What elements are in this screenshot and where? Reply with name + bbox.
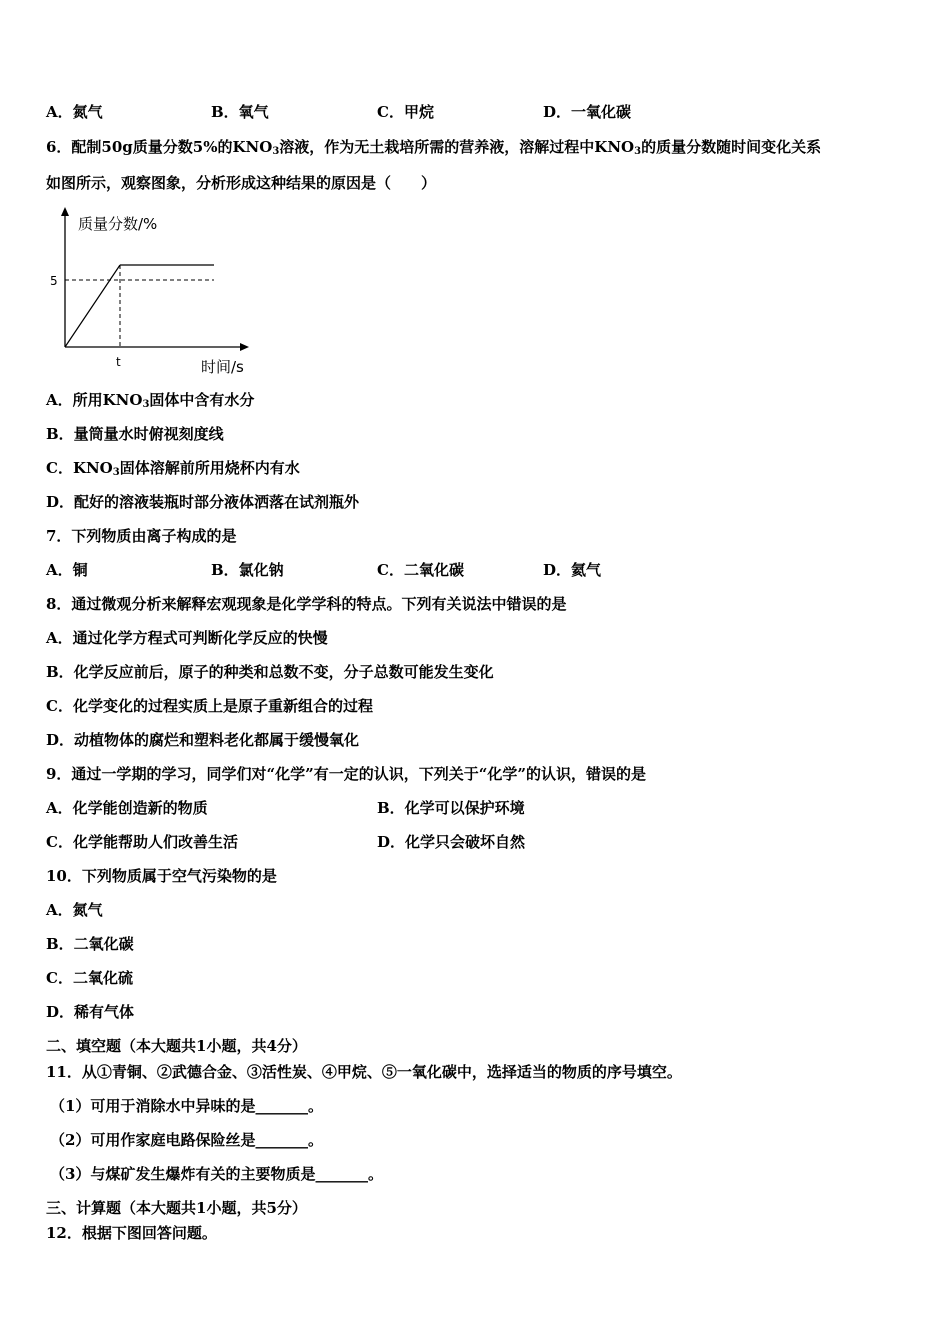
q9-option-d: D．化学只会破坏自然	[377, 833, 526, 851]
q6-option-a: A．所用$KNO_3$固体中含有水分	[46, 391, 255, 410]
q11-stem: 11．从①青铜、②武德合金、③活性炭、④甲烷、⑤一氧化碳中，选择适当的物质的序号填空。	[46, 1063, 682, 1081]
q9-option-c: C．化学能帮助人们改善生活	[46, 833, 238, 851]
q6-option-b: B．量筒量水时俯视刻度线	[46, 425, 224, 443]
q9-option-a: A．化学能创造新的物质	[46, 799, 208, 817]
q9-option-b: B．化学可以保护环境	[377, 799, 525, 817]
q10-stem: 10．下列物质属于空气污染物的是	[46, 867, 277, 885]
q11-part3: （3）与煤矿发生爆炸有关的主要物质是_______。	[50, 1165, 383, 1183]
x-axis-arrow	[240, 343, 249, 351]
q12-stem: 12．根据下图回答问题。	[46, 1224, 217, 1242]
section-calculation-heading: 三、计算题（本大题共1小题，共5分）	[46, 1199, 307, 1217]
y-tick-5: 5	[50, 274, 58, 288]
q6-stem-line1: 6．配制50g质量分数5%的$KNO_3$溶液，作为无土栽培所需的营养液，溶解过程中$KNO_3$的质量分数随时间变化关系	[46, 138, 822, 157]
q6-option-c: C．$KNO_3$固体溶解前所用烧杯内有水	[46, 459, 300, 478]
q8-option-a: A．通过化学方程式可判断化学反应的快慢	[46, 629, 328, 647]
y-axis-label: 质量分数/%	[78, 215, 158, 233]
q10-option-c: C．二氧化硫	[46, 969, 133, 987]
q10-option-d: D．稀有气体	[46, 1003, 135, 1021]
q5-option-b: B．氧气	[211, 103, 269, 121]
q11-part1: （1）可用于消除水中异味的是_______。	[50, 1097, 323, 1115]
rising-line	[65, 265, 120, 347]
q8-option-c: C．化学变化的过程实质上是原子重新组合的过程	[46, 697, 373, 715]
q6-stem-line2: 如图所示，观察图象，分析形成这种结果的原因是（ ）	[46, 174, 437, 192]
q10-option-b: B．二氧化碳	[46, 935, 134, 953]
q7-option-d: D．氦气	[543, 561, 602, 579]
q8-option-d: D．动植物体的腐烂和塑料老化都属于缓慢氧化	[46, 731, 360, 749]
q7-option-c: C．二氧化碳	[377, 561, 464, 579]
x-axis-label: 时间/s	[201, 358, 244, 375]
section-fill-in-heading: 二、填空题（本大题共1小题，共4分）	[46, 1037, 307, 1055]
q8-stem: 8．通过微观分析来解释宏观现象是化学学科的特点。下列有关说法中错误的是	[46, 595, 567, 613]
q6-option-d: D．配好的溶液装瓶时部分液体洒落在试剂瓶外	[46, 493, 360, 511]
q9-stem: 9．通过一学期的学习，同学们对“化学”有一定的认识，下列关于“化学”的认识，错误的是	[46, 765, 646, 783]
y-axis-arrow	[61, 207, 69, 216]
q7-option-a: A．铜	[46, 561, 88, 579]
q5-option-c: C．甲烷	[377, 103, 434, 121]
q10-option-a: A．氮气	[46, 901, 103, 919]
q7-stem: 7．下列物质由离子构成的是	[46, 527, 237, 545]
q5-option-d: D．一氧化碳	[543, 103, 632, 121]
x-tick-t: t	[116, 355, 121, 369]
q5-option-a: A．氮气	[46, 103, 103, 121]
q7-option-b: B．氯化钠	[211, 561, 284, 579]
q11-part2: （2）可用作家庭电路保险丝是_______。	[50, 1131, 323, 1149]
mass-fraction-graph	[38, 205, 268, 375]
q8-option-b: B．化学反应前后，原子的种类和总数不变，分子总数可能发生变化	[46, 663, 494, 681]
